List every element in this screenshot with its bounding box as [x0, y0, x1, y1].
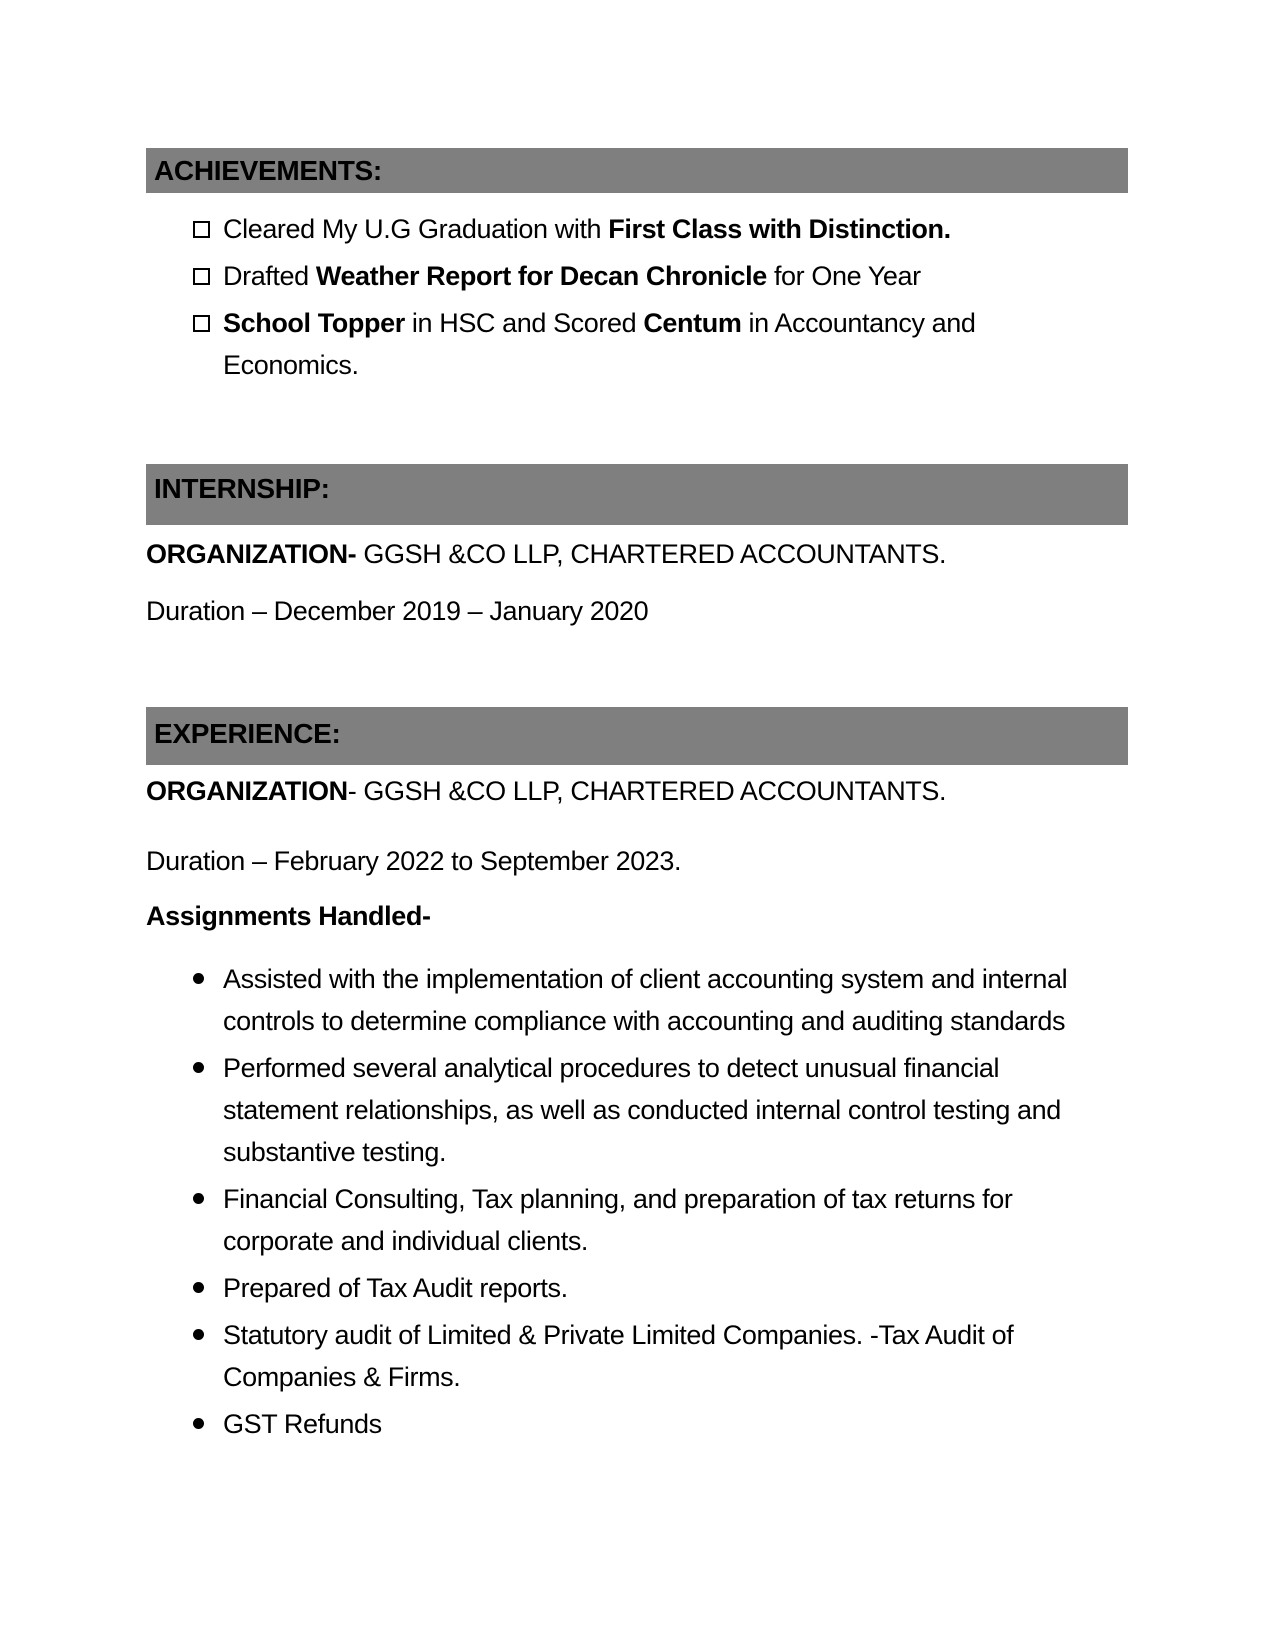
assignment-text: Performed several analytical procedures to detect unusual financial statement relationships, as well as conducted internal control testing and substantive testing.	[223, 1053, 1061, 1167]
assignment-item	[146, 1267, 1128, 1309]
experience-duration: Duration – February 2022 to September 2023.	[146, 846, 682, 876]
assignment-text: Assisted with the implementation of client accounting system and internal controls to determine compliance with accounting and auditing standards	[223, 964, 1068, 1036]
disc-bullet-icon	[193, 1418, 204, 1429]
section-header-experience	[146, 707, 1128, 765]
assignments-handled-label: Assignments Handled-	[146, 901, 431, 931]
internship-duration: Duration – December 2019 – January 2020	[146, 596, 649, 626]
section-title-internship: INTERNSHIP:	[154, 473, 330, 504]
disc-bullet-icon	[193, 1062, 204, 1073]
achievement-item	[146, 208, 1128, 250]
assignment-text: Prepared of Tax Audit reports.	[223, 1273, 568, 1303]
internship-organization: ORGANIZATION- GGSH &CO LLP, CHARTERED ACCOUNTANTS.	[146, 539, 947, 569]
achievement-text: School Topper in HSC and Scored Centum in Accountancy and Economics.	[223, 308, 976, 380]
achievement-text: Cleared My U.G Graduation with First Class with Distinction.	[223, 214, 951, 244]
assignment-item	[146, 1403, 1128, 1445]
assignment-item	[146, 1178, 1128, 1262]
assignment-text: GST Refunds	[223, 1409, 382, 1439]
square-bullet-icon	[193, 315, 210, 332]
assignment-item	[146, 1314, 1128, 1398]
achievements-list	[146, 208, 1128, 386]
achievement-text: Drafted Weather Report for Decan Chronicle for One Year	[223, 261, 921, 291]
achievement-item	[146, 255, 1128, 297]
achievement-item	[146, 302, 1128, 386]
assignments-list	[146, 958, 1128, 1445]
assignment-item	[146, 958, 1128, 1042]
assignment-item	[146, 1047, 1128, 1173]
section-header-internship	[146, 464, 1128, 525]
disc-bullet-icon	[193, 1329, 204, 1340]
square-bullet-icon	[193, 221, 210, 238]
section-title-achievements: ACHIEVEMENTS:	[154, 155, 382, 186]
section-title-experience: EXPERIENCE:	[154, 718, 341, 749]
square-bullet-icon	[193, 268, 210, 285]
experience-organization: ORGANIZATION- GGSH &CO LLP, CHARTERED ACCOUNTANTS.	[146, 776, 947, 806]
disc-bullet-icon	[193, 1193, 204, 1204]
assignment-text: Statutory audit of Limited & Private Limited Companies. -Tax Audit of Companies & Firms.	[223, 1320, 1014, 1392]
assignment-text: Financial Consulting, Tax planning, and preparation of tax returns for corporate and individual clients.	[223, 1184, 1013, 1256]
disc-bullet-icon	[193, 1282, 204, 1293]
page-content	[146, 0, 1128, 1445]
disc-bullet-icon	[193, 973, 204, 984]
section-header-achievements	[146, 148, 1128, 193]
